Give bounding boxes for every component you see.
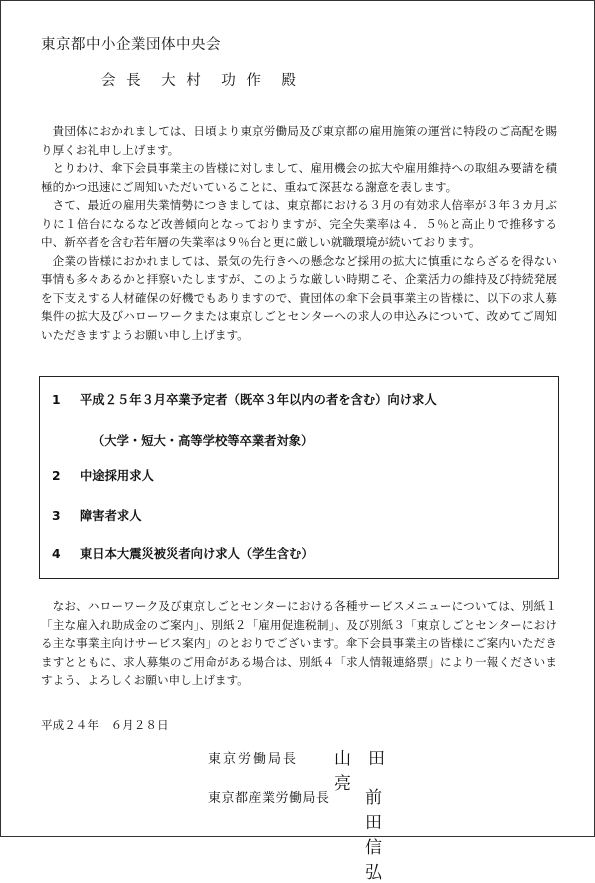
signer-1-title: 東京労働局長: [208, 752, 299, 767]
signature-1: [208, 748, 436, 794]
item-3-text: 障害者求人: [80, 509, 142, 523]
signature-2: [208, 787, 399, 883]
item-3: [52, 506, 142, 524]
letter-body: [41, 122, 557, 344]
item-2-number: 2: [52, 469, 61, 483]
paragraph-1: 貴団体におかれましては、日頃より東京労働局及び東京都の雇用施策の運営に特段のご高配を賜り厚くお礼申し上げます。: [41, 124, 557, 157]
signer-1-name: 山 田 亮: [334, 749, 436, 794]
closing-paragraph: なお、ハローワーク及び東京しごとセンターにおける各種サービスメニューについては、別紙１「主な雇入れ助成金のご案内」、別紙２「雇用促進税制」、及び別紙３「東京しごとセンターにおける主な事業主向けサービス案内」のとおりでございます。傘下会員事業主の皆様にご案内いただきますとともに、求人募集のご用命がある場合は、別紙４「求人情報連絡票」により一報くださいますよう、よろしくお願い申し上げます。: [41, 599, 557, 687]
paragraph-4: 企業の皆様におかれましては、景気の先行きへの懸念など採用の拡大に慎重にならざるを得ない事情も多々あるかと拝察いたしますが、このような厳しい時期こそ、企業活力の維持及び持続発展を下支えする人材確保の好機でもありますので、貴団体の傘下会員事業主の皆様に、以下の求人募集件の拡大及びハローワークまたは東京しごとセンターへの求人の申込みについて、改めてご周知いただきますようお願い申し上げます。: [41, 253, 557, 342]
closing-body: [41, 597, 557, 690]
item-2: [52, 466, 154, 484]
signer-2-title: 東京都産業労働局長: [208, 791, 330, 806]
salutation: 会 長 大 村 功 作 殿: [101, 73, 299, 89]
recruitment-items-box: [39, 376, 559, 579]
item-1-text: 平成２５年３月卒業予定者（既卒３年以内の者を含む）向け求人: [80, 393, 437, 407]
item-4-number: 4: [52, 547, 61, 561]
letter-date: 平成２４年 ６月２８日: [41, 718, 169, 732]
item-2-text: 中途採用求人: [80, 469, 154, 483]
signer-2-name: 前 田 信 弘: [365, 788, 399, 883]
item-1-subtext: （大学・短大・高等学校等卒業者対象）: [92, 434, 314, 448]
paragraph-2: とりわけ、傘下会員事業主の皆様に対しまして、雇用機会の拡大や雇用維持への取組み要請を積極的かつ迅速にご周知いただいていることに、重ねて深甚なる謝意を表します。: [41, 161, 557, 194]
item-4: [52, 544, 314, 562]
item-3-number: 3: [52, 509, 61, 523]
paragraph-3: さて、最近の雇用失業情勢につきましては、東京都における３月の有効求人倍率が３年３カ月ぶりに１倍台になるなど改善傾向となっておりますが、完全失業率は４．５％と高止りで推移する中、新卒者を含む若年層の失業率は９％台と更に厳しい就職環境が続いております。: [41, 198, 557, 249]
item-1: [52, 390, 437, 408]
item-4-text: 東日本大震災被災者向け求人（学生含む）: [80, 547, 314, 561]
item-1-number: 1: [52, 393, 61, 407]
addressee: 東京都中小企業団体中央会: [41, 37, 221, 53]
